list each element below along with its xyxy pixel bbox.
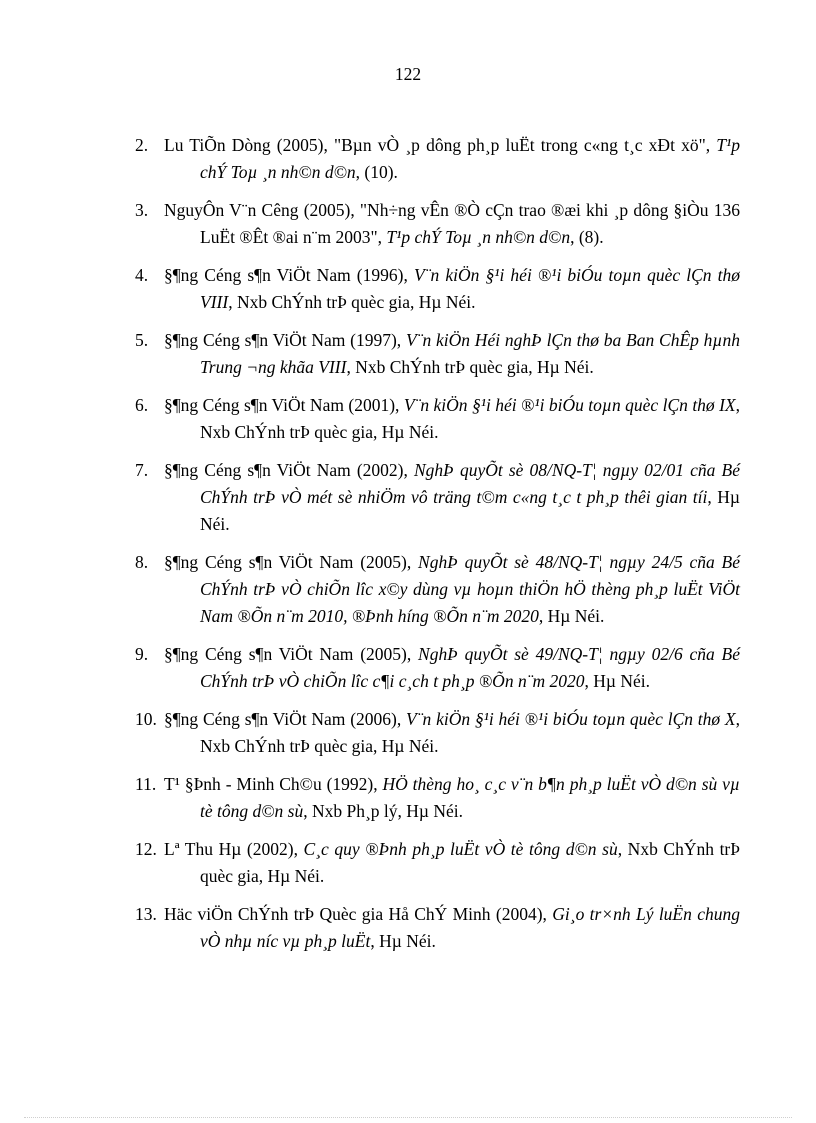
reference-item (135, 641, 740, 695)
reference-segment: , Nxb ChÝnh trÞ quèc gia, Hµ Néi. (200, 395, 740, 442)
page-bottom-rule (24, 1117, 792, 1118)
reference-text (164, 457, 741, 538)
reference-segment: , Nxb ChÝnh trÞ quèc gia, Hµ Néi. (346, 357, 594, 377)
reference-segment: , Nxb ChÝnh trÞ quèc gia, Hµ Néi. (200, 839, 740, 886)
reference-item (135, 549, 740, 630)
reference-title: NghÞ quyÕt sè 49/NQ-T¦ ngµy 02/6 cña Bé ChÝnh trÞ vÒ chiÕn lîc c¶i c¸ch t ph¸p ®Õn n¨m 2020 (200, 644, 740, 691)
reference-text (164, 771, 740, 825)
reference-text (164, 706, 740, 760)
reference-number: 6. (135, 395, 149, 415)
reference-number: 5. (135, 330, 149, 350)
reference-text (164, 132, 740, 186)
reference-segment: Lu TiÕn Dòng (2005), "Bµn vÒ ¸p dông ph¸p luËt trong c«ng t¸c xÐt xö", (164, 135, 717, 155)
reference-number: 10. (135, 709, 157, 729)
reference-segment: §¶ng Céng s¶n ViÖt Nam (2002), (164, 460, 414, 480)
reference-title: V¨n kiÖn Héi nghÞ lÇn thø ba Ban ChÊp hµnh Trung ¬ng khãa VIII (200, 330, 740, 377)
reference-item (135, 901, 740, 955)
reference-item (135, 392, 740, 446)
reference-title: Gi¸o tr×nh Lý luËn chung vÒ nhµ níc vµ ph¸p luËt (200, 904, 740, 951)
reference-segment: §¶ng Céng s¶n ViÖt Nam (2001), (164, 395, 404, 415)
reference-segment: §¶ng Céng s¶n ViÖt Nam (2005), (164, 552, 419, 572)
reference-number: 2. (135, 135, 149, 155)
reference-segment: , (10). (355, 162, 398, 182)
reference-title: V¨n kiÖn §¹i héi ®¹i biÓu toµn quèc lÇn thø IX (403, 395, 736, 415)
reference-segment: , Hµ Néi. (538, 606, 605, 626)
reference-text (164, 327, 740, 381)
reference-title: T¹p chÝ Toµ ¸n nh©n d©n (200, 135, 740, 182)
page-number: 122 (394, 64, 422, 84)
reference-title: T¹p chÝ Toµ ¸n nh©n d©n (386, 227, 571, 247)
reference-segment: Lª Thu Hµ (2002), (164, 839, 304, 859)
reference-segment: §¶ng Céng s¶n ViÖt Nam (2006), (164, 709, 407, 729)
reference-text (164, 836, 740, 890)
reference-number: 9. (135, 644, 149, 664)
reference-segment: NguyÔn V¨n Cêng (2005), "Nh÷ng vÊn ®Ò cÇn trao ®æi khi ¸p dông §iÒu 136 LuËt ®Êt ®ai n¨m 2003", (164, 200, 740, 247)
reference-segment: , (8). (570, 227, 604, 247)
reference-segment: §¶ng Céng s¶n ViÖt Nam (1996), (164, 265, 414, 285)
reference-title: HÖ thèng ho¸ c¸c v¨n b¶n ph¸p luËt vÒ d©n sù vµ tè tông d©n sù (200, 774, 740, 821)
reference-segment: Häc viÖn ChÝnh trÞ Quèc gia Hå ChÝ Minh (2004), (164, 904, 553, 924)
reference-segment: , Nxb Ph¸p lý, Hµ Néi. (303, 801, 464, 821)
reference-segment: , Hµ Néi. (370, 931, 436, 951)
reference-text (164, 197, 740, 251)
reference-number: 3. (135, 200, 149, 220)
reference-title: V¨n kiÖn §¹i héi ®¹i biÓu toµn quèc lÇn thø VIII (200, 265, 740, 312)
reference-item (135, 262, 740, 316)
reference-number: 12. (135, 839, 157, 859)
reference-item (135, 132, 740, 186)
reference-number: 4. (135, 265, 149, 285)
reference-item (135, 327, 740, 381)
reference-number: 8. (135, 552, 149, 572)
reference-title: C¸c quy ®Þnh ph¸p luËt vÒ tè tông d©n sù (303, 839, 618, 859)
reference-item (135, 706, 740, 760)
reference-segment: , Nxb ChÝnh trÞ quèc gia, Hµ Néi. (200, 709, 740, 756)
reference-number: 11. (135, 774, 157, 794)
reference-title: NghÞ quyÕt sè 08/NQ-T¦ ngµy 02/01 cña Bé ChÝnh trÞ vÒ mét sè nhiÖm vô träng t©m c«ng t¸c t ph¸p thêi gian tíi (200, 460, 741, 507)
reference-segment: , Nxb ChÝnh trÞ quèc gia, Hµ Néi. (228, 292, 476, 312)
reference-text (164, 262, 740, 316)
reference-text (164, 901, 740, 955)
reference-title: NghÞ quyÕt sè 48/NQ-T¦ ngµy 24/5 cña Bé ChÝnh trÞ vÒ chiÕn lîc x©y dùng vµ hoµn thiÖn hÖ thèng ph¸p luËt ViÖt Nam ®Õn n¨m 2010, ®Þnh híng ®Õn n¨m 2020 (200, 552, 740, 626)
reference-list (135, 132, 740, 966)
reference-segment: , Hµ Néi. (200, 487, 740, 534)
reference-text (164, 392, 740, 446)
reference-text (164, 641, 740, 695)
reference-segment: , Hµ Néi. (584, 671, 651, 691)
reference-segment: §¶ng Céng s¶n ViÖt Nam (2005), (164, 644, 419, 664)
reference-item (135, 836, 740, 890)
reference-segment: T¹ §Þnh - Minh Ch©u (1992), (164, 774, 383, 794)
reference-number: 7. (135, 460, 149, 480)
reference-title: V¨n kiÖn §¹i héi ®¹i biÓu toµn quèc lÇn thø X (406, 709, 736, 729)
reference-segment: §¶ng Céng s¶n ViÖt Nam (1997), (164, 330, 406, 350)
reference-item (135, 457, 740, 538)
reference-text (164, 549, 740, 630)
reference-item (135, 771, 740, 825)
reference-number: 13. (135, 904, 157, 924)
reference-item (135, 197, 740, 251)
